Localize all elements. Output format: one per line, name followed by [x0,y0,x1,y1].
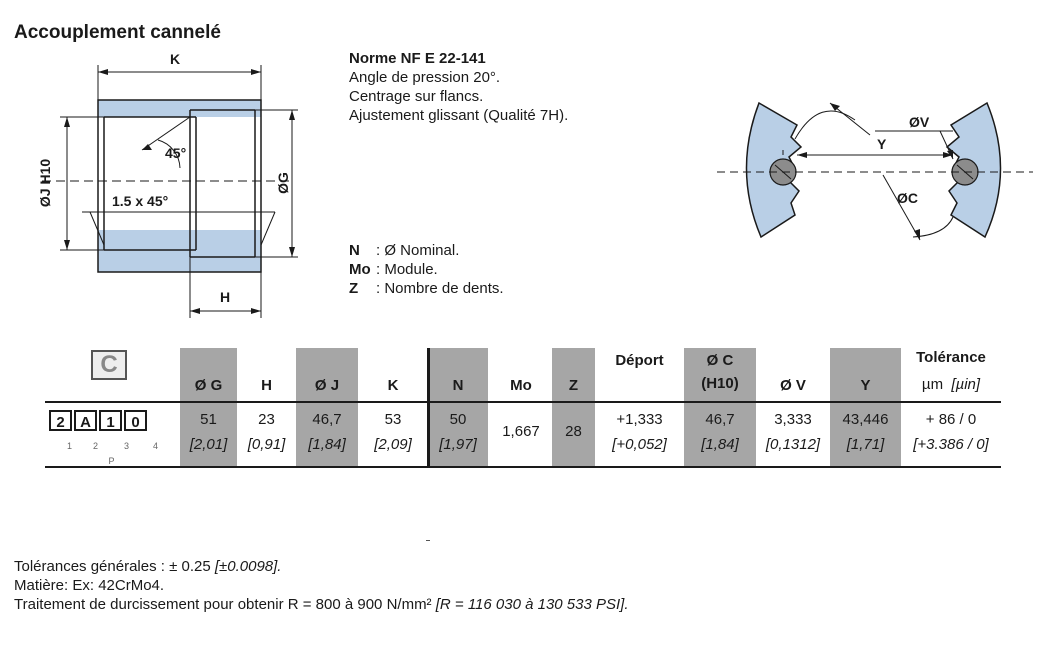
angle-label: 45° [165,145,187,161]
header-tolerance: Tolérance [916,349,986,366]
value-tolerance: + 86 / 0 [925,411,977,428]
inch-tolerance: [+3.386 / 0] [913,436,989,453]
value-n: 50 [449,411,467,428]
body-bottom-fill [98,230,261,272]
dim-h-label: H [219,289,231,305]
dim-y-label: Y [877,136,887,152]
dim-g-label: ØG [275,172,291,194]
part-position: 4 [152,441,158,451]
value-deport: +1,333 [616,411,663,428]
value-k: 53 [384,411,402,428]
part-code-digit: A [74,410,97,431]
dim-v-label: ØV [909,114,930,130]
header-j: Ø J [314,377,340,394]
note-material: Matière: Ex: 42CrMo4. [14,577,165,594]
header-z: Z [568,377,579,394]
norm-line: Centrage sur flancs. [349,88,484,105]
part-position: 1 [66,441,72,451]
part-position: 2 [92,441,98,451]
header-c-h10: (H10) [701,375,739,392]
norm-line: Ajustement glissant (Qualité 7H). [349,107,569,124]
note-tolerance: Tolérances générales : ± 0.25 [±0.0098]. [14,558,282,575]
symbol-legend [349,241,504,298]
header-n: N [452,377,464,394]
col-z-bg [552,348,595,466]
header-y: Y [860,377,871,394]
header-k: K [387,377,399,394]
part-code-digit: 2 [49,410,72,431]
inch-y: [1,71] [846,436,885,453]
table-bottom-rule [45,466,1001,468]
legend-item: N : Ø Nominal. [349,242,460,259]
inch-deport: [+0,052] [612,436,667,453]
header-h: H [261,377,272,394]
legend-item: Z : Nombre de dents. [349,280,504,297]
part-position: 3 [123,441,129,451]
dim-c-label: ØC [897,190,918,206]
value-h: 23 [258,411,275,428]
header-c: Ø C [706,352,734,369]
part-code-digit: 1 [99,410,122,431]
inch-h: [0,91] [247,436,286,453]
legend-item: Mo : Module. [349,261,438,278]
general-notes [14,557,629,614]
coupling-section-drawing [30,40,320,320]
norm-heading: Norme NF E 22-141 [349,50,486,67]
norm-block [349,49,568,125]
body-top-fill [98,100,261,117]
chamfer-label: 1.5 x 45° [112,193,169,209]
inch-c: [1,84] [701,436,739,453]
value-y: 43,446 [842,411,889,428]
inch-n: [1,97] [439,436,477,453]
note-treatment: Traitement de durcissement pour obtenir R = 800 à 900 N/mm² [R = 116 030 à 130 533 PSI]. [14,596,629,613]
inch-k: [2,09] [374,436,412,453]
header-tolerance-unit: µm [µin] [921,376,981,393]
header-v: Ø V [780,377,806,394]
value-j: 46,7 [312,411,342,428]
header-deport: Déport [615,352,664,369]
value-c: 46,7 [705,411,735,428]
dim-j-label: ØJ H10 [37,158,53,208]
dim-k-label: K [169,51,181,67]
value-g: 51 [200,411,217,428]
part-code-digit: 0 [124,410,147,431]
value-z: 28 [565,423,582,440]
page-title: Accouplement cannelé [14,22,221,43]
c-logo: C [91,350,127,380]
header-mo: Mo [510,377,532,394]
value-mo: 1,667 [502,423,540,440]
norm-line: Angle de pression 20°. [349,69,501,86]
inch-v: [0,1312] [765,436,821,453]
separator-mark [426,540,430,541]
value-v: 3,333 [774,411,812,428]
header-g: Ø G [194,377,223,394]
part-position-label: P [108,456,115,466]
table-header-rule [45,401,1001,403]
spline-profile-drawing [715,95,1035,250]
inch-j: [1,84] [308,436,346,453]
inch-g: [2,01] [189,436,228,453]
